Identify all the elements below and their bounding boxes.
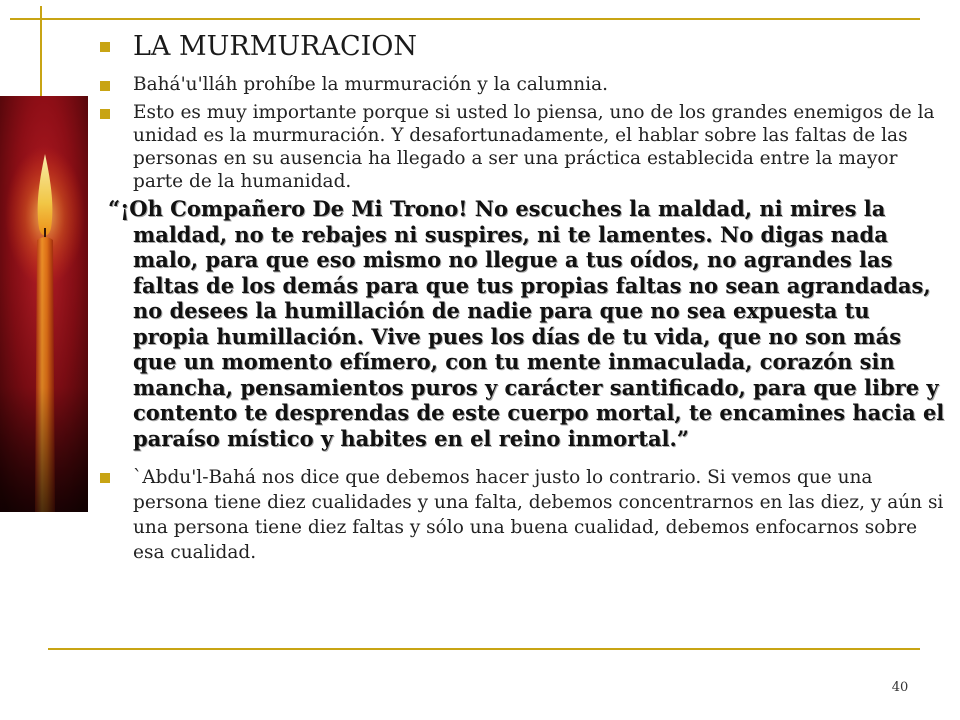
bullet-item (100, 73, 950, 96)
slide-content (100, 30, 950, 570)
closing-text: `Abdu'l-Bahá nos dice que debemos hacer justo lo contrario. Si vemos que una persona tiene diez cualidades y una falta, debemos concentrarnos en las diez, y aún si una persona tiene diez faltas y sólo una buena cualidad, debemos enfocarnos sobre esa cualidad. (133, 467, 944, 563)
quote-block: “¡Oh Compañero De Mi Trono! No escuches la maldad, ni mires la maldad, no te rebajes ni suspires, ni te lamentes. No digas nada malo, para que eso mismo no llegue a tus oídos, no agrandes las faltas de los demás para que tus propias faltas no sean agrandadas, no desees la humillación de nadie para que no sea expuesta tu propia humillación. Vive pues los días de tu vida, que no son más que un momento efímero, con tu mente inmaculada, corazón sin mancha, pensamientos puros y carácter santificado, para que libre y contento te desprendas de este cuerpo mortal, te encamines hacia el paraíso místico y habites en el reino inmortal.” (108, 196, 945, 451)
square-bullet-icon (100, 81, 110, 91)
bullet-text: Esto es muy importante porque si usted lo piensa, uno de los grandes enemigos de la unidad es la murmuración. Y desafortunadamente, el hablar sobre las faltas de las personas en su ausencia ha llegado a ser una práctica establecida entre la mayor parte de la humanidad. (133, 102, 935, 192)
page-number: 40 (891, 680, 909, 695)
slide-title (100, 30, 950, 64)
square-bullet-icon (100, 109, 110, 119)
decor-bottom-line (48, 648, 920, 650)
square-bullet-icon (100, 473, 110, 483)
decor-top-line (10, 18, 920, 20)
bullet-item (100, 465, 950, 565)
slide-title-text: LA MURMURACION (133, 31, 418, 62)
square-bullet-icon (100, 42, 110, 52)
candle-image (0, 96, 88, 512)
bullet-item (100, 101, 950, 193)
bullet-text: Bahá'u'lláh prohíbe la murmuración y la calumnia. (133, 74, 608, 95)
